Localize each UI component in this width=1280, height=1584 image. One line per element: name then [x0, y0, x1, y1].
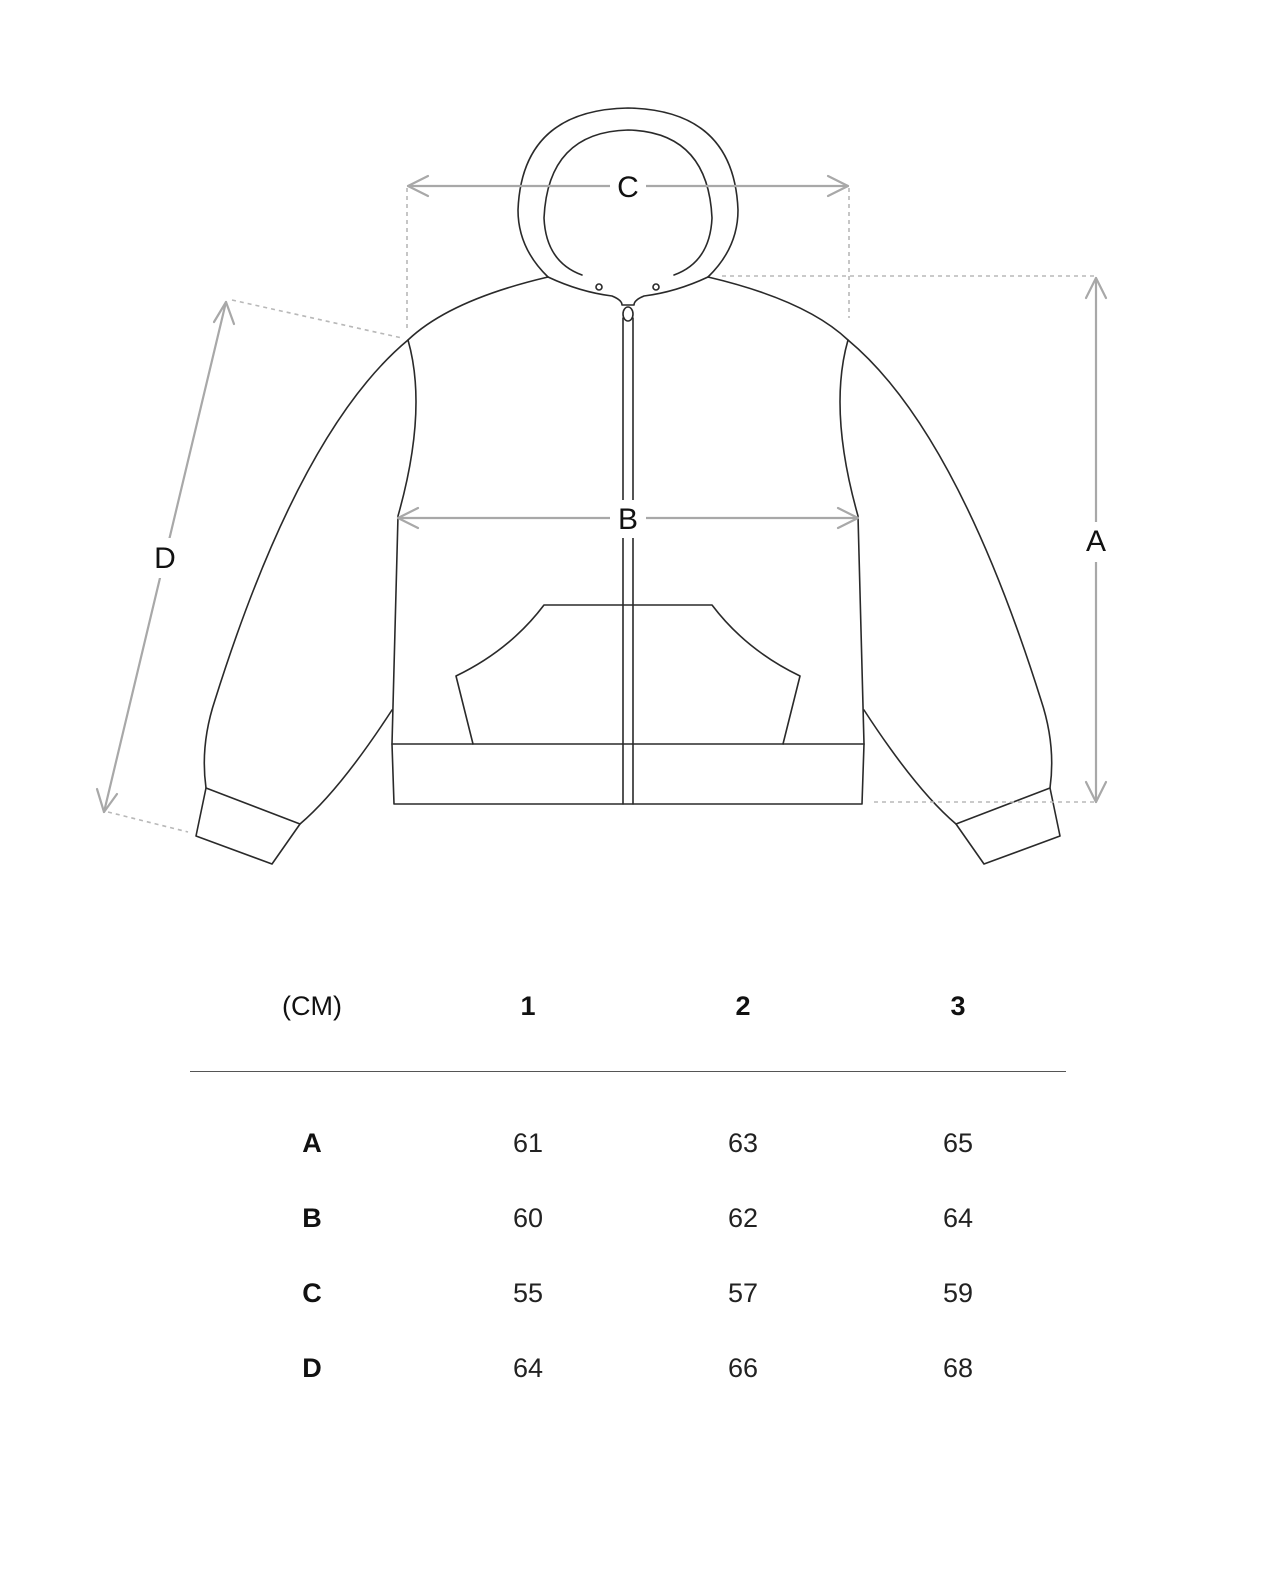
table-row: [190, 1106, 1066, 1181]
table-cell: 59: [942, 1278, 974, 1308]
table-cell: 68: [942, 1353, 974, 1383]
label-d: D: [154, 542, 176, 575]
table-cell: 62: [727, 1203, 759, 1233]
table-row: [190, 1181, 1066, 1256]
right-sleeve: [848, 340, 1060, 864]
table-header-row: [190, 975, 1066, 1037]
unit-label: (CM): [282, 991, 342, 1021]
left-sleeve: [196, 340, 408, 864]
hood-outline: [518, 108, 738, 305]
label-a: A: [1085, 525, 1107, 558]
table-row: [190, 1331, 1066, 1406]
table-cell: 61: [512, 1128, 544, 1158]
table-cell: 66: [727, 1353, 759, 1383]
size-header-2: 2: [735, 991, 751, 1021]
dimension-a: [1078, 278, 1114, 802]
row-label-d: D: [302, 1353, 322, 1383]
row-label-c: C: [302, 1278, 322, 1308]
label-b: B: [617, 503, 639, 536]
dimension-d: [97, 302, 234, 812]
zipper: [623, 307, 633, 804]
table-cell: 64: [512, 1353, 544, 1383]
size-header-1: 1: [520, 991, 536, 1021]
size-header-3: 3: [950, 991, 966, 1021]
kangaroo-pocket: [456, 605, 800, 744]
row-label-a: A: [302, 1128, 322, 1158]
table-cell: 65: [942, 1128, 974, 1158]
table-divider: [190, 1071, 1066, 1072]
table-cell: 57: [727, 1278, 759, 1308]
table-cell: 60: [512, 1203, 544, 1233]
table-cell: 64: [942, 1203, 974, 1233]
table-cell: 63: [727, 1128, 759, 1158]
body-outline: [392, 277, 864, 804]
dimension-b: [398, 500, 858, 538]
row-label-b: B: [302, 1203, 322, 1233]
dimension-c: [408, 168, 848, 206]
table-cell: 55: [512, 1278, 544, 1308]
label-c: C: [617, 171, 639, 204]
table-row: [190, 1256, 1066, 1331]
size-table: [190, 975, 1066, 1406]
